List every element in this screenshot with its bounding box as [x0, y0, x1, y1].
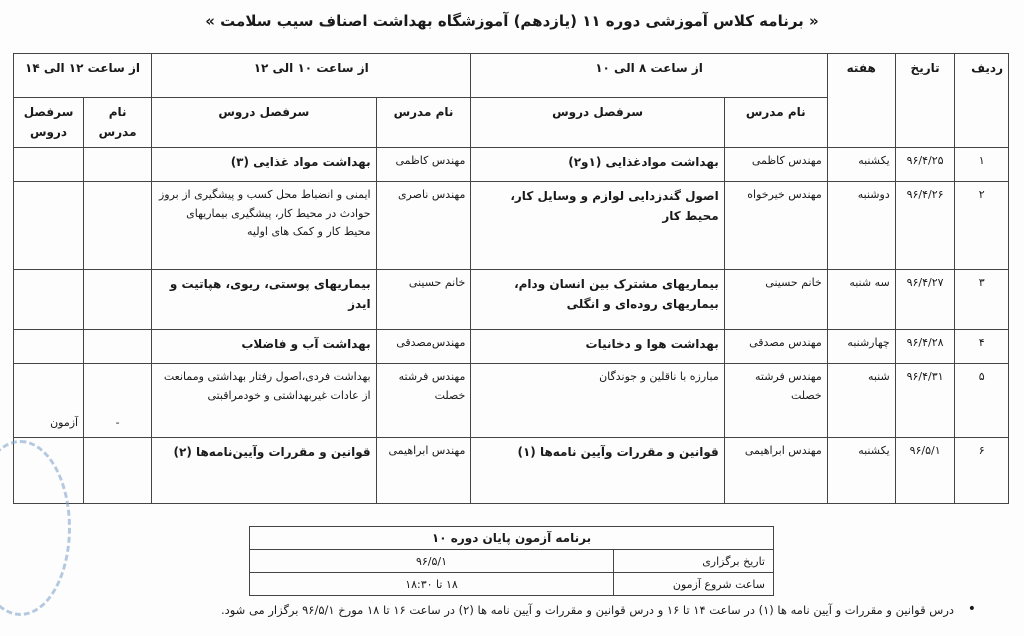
row-number: ۱: [955, 148, 1009, 182]
row-course: بهداشت مواد غذایی (۳): [152, 148, 377, 182]
header-date: تاریخ: [895, 54, 955, 148]
row-course: بیماریهای پوستی، ریوی، هپاتیت و ایدز: [152, 270, 377, 330]
row-day: چهارشنبه: [827, 330, 895, 364]
row-date: ۹۶/۴/۳۱: [895, 364, 955, 438]
row-teacher: مهندس خیرخواه: [724, 182, 827, 270]
row-teacher: [84, 182, 152, 270]
header-slot1: از ساعت ۸ الی ۱۰: [471, 54, 827, 98]
row-teacher: مهندس فرشته خصلت: [724, 364, 827, 438]
row-course: بیماریهای مشترک بین انسان ودام، بیماریهای روده‌ای و انگلی: [471, 270, 724, 330]
row-teacher: [84, 330, 152, 364]
row-date: ۹۶/۴/۲۵: [895, 148, 955, 182]
header-slot2: از ساعت ۱۰ الی ۱۲: [152, 54, 471, 98]
row-course: ایمنی و انضباط محل کسب و پیشگیری از بروز حوادث در محیط کار، پیشگیری بیماریهای محیط کار و کمک های اولیه: [152, 182, 377, 270]
row-course: آزمون: [14, 364, 84, 438]
exam-time-label: ساعت شروع آزمون: [614, 573, 774, 596]
row-course: مبارزه با ناقلین و جوندگان: [471, 364, 724, 438]
page-title: « برنامه کلاس آموزشی دوره ۱۱ (یازدهم) آموزشگاه بهداشت اصناف سیب سلامت »: [205, 12, 819, 30]
row-teacher: خانم حسینی: [376, 270, 471, 330]
row-day: سه شنبه: [827, 270, 895, 330]
row-day: شنبه: [827, 364, 895, 438]
row-course: بهداشت فردی،اصول رفتار بهداشتی وممانعت از عادات غیربهداشتی و خودمراقبتی: [152, 364, 377, 438]
row-teacher: مهندس ناصری: [376, 182, 471, 270]
table-row: [14, 330, 1009, 364]
row-course: بهداشت موادغذایی (۱و۲): [471, 148, 724, 182]
header-teacher: نام مدرس: [376, 98, 471, 148]
row-number: ۶: [955, 438, 1009, 504]
exam-time-value: ۱۸ تا ۱۸:۳۰: [250, 573, 614, 596]
row-teacher: مهندس کاظمی: [376, 148, 471, 182]
exam-date-label: تاریخ برگزاری: [614, 550, 774, 573]
schedule-table: [13, 53, 1009, 504]
row-number: ۲: [955, 182, 1009, 270]
exam-date-value: ۹۶/۵/۱: [250, 550, 614, 573]
header-course: سرفصل دروس: [471, 98, 724, 148]
row-date: ۹۶/۴/۲۸: [895, 330, 955, 364]
row-date: ۹۶/۴/۲۷: [895, 270, 955, 330]
header-slot3: از ساعت ۱۲ الی ۱۴: [14, 54, 152, 98]
table-row: [14, 438, 1009, 504]
row-date: ۹۶/۴/۲۶: [895, 182, 955, 270]
header-row: ردیف: [955, 54, 1009, 148]
row-day: دوشنبه: [827, 182, 895, 270]
row-teacher: مهندس‌مصدقی: [376, 330, 471, 364]
row-number: ۴: [955, 330, 1009, 364]
header-course: سرفصل دروس: [152, 98, 377, 148]
row-course: [14, 182, 84, 270]
row-teacher: [84, 148, 152, 182]
row-course: قوانین و مقررات وآیین نامه‌ها (۱): [471, 438, 724, 504]
row-teacher: مهندس مصدقی: [724, 330, 827, 364]
header-week: هفته: [827, 54, 895, 148]
table-row: [14, 182, 1009, 270]
row-day: یکشنبه: [827, 438, 895, 504]
row-teacher: مهندس ابراهیمی: [724, 438, 827, 504]
table-row: [14, 148, 1009, 182]
table-row: [14, 270, 1009, 330]
row-course: بهداشت هوا و دخانیات: [471, 330, 724, 364]
row-course: بهداشت آب و فاضلاب: [152, 330, 377, 364]
row-teacher: [84, 270, 152, 330]
row-teacher: مهندس کاظمی: [724, 148, 827, 182]
row-course: [14, 270, 84, 330]
row-course: [14, 148, 84, 182]
row-course: [14, 330, 84, 364]
footnote: • درس قوانین و مقررات و آیین نامه ها (۱) در ساعت ۱۴ تا ۱۶ و درس قوانین و مقررات و آیین نامه ها (۲) در ساعت ۱۶ تا ۱۸ مورخ ۹۶/۵/۱ برگزار می شود.: [221, 603, 954, 617]
exam-table: [249, 526, 774, 596]
exam-title: برنامه آزمون پایان دوره ۱۰: [250, 527, 774, 550]
row-number: ۳: [955, 270, 1009, 330]
row-teacher: مهندس ابراهیمی: [376, 438, 471, 504]
row-course: قوانین و مقررات وآیین‌نامه‌ها (۲): [152, 438, 377, 504]
row-course: اصول گندزدایی لوازم و وسایل کار، محیط کار: [471, 182, 724, 270]
header-teacher: نام مدرس: [724, 98, 827, 148]
table-row: [14, 364, 1009, 438]
row-teacher: خانم حسینی: [724, 270, 827, 330]
row-day: یکشنبه: [827, 148, 895, 182]
header-course: سرفصل دروس: [14, 98, 84, 148]
header-teacher: نام مدرس: [84, 98, 152, 148]
row-teacher: مهندس فرشته خصلت: [376, 364, 471, 438]
row-teacher: -: [84, 364, 152, 438]
row-date: ۹۶/۵/۱: [895, 438, 955, 504]
row-number: ۵: [955, 364, 1009, 438]
row-teacher: [84, 438, 152, 504]
